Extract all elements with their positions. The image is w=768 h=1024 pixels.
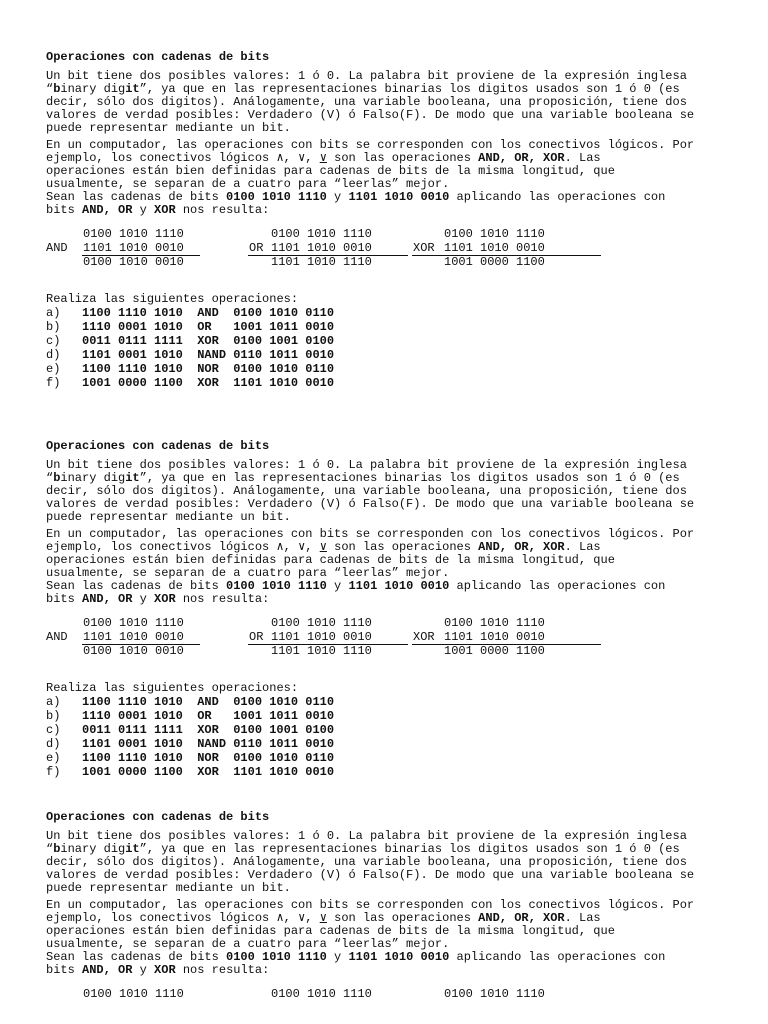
paragraph-computer-ops: En un computador, las operaciones con bits se corresponden con los conectivos lógicos. Por ejemplo, los conectivos lógicos ∧, ∨, ∨ son las operaciones AND, OR, XOR. Las operaciones están bien definidas para cadenas de bits de la misma longitud, que usualmente, se separan de a cuatro para “leerlas” mejor. Sean las cadenas de bits 0100 1010 1110 y 1101 1010 0010 aplicando las operaciones con bits AND, OR y XOR nos resulta: [46, 138, 695, 217]
exercise-item: a) 1100 1110 1010 AND 0100 1010 0110 [46, 695, 335, 709]
exercises-list [46, 306, 724, 390]
exercise-item: f) 1001 0000 1100 XOR 1101 1010 0010 [46, 376, 335, 390]
paragraph-bits-intro: Un bit tiene dos posibles valores: 1 ó 0. La palabra bit proviene de la expresión inglesa “binary digit”, ya que en las representaciones binarias los digitos usados son 1 ó 0 (es decir, sólo dos digitos). Análogamente, una variable booleana, una proposición, tiene dos valores de verdad posibles: Verdadero (V) ó Falso(F). De modo que una variable booleana se puede representar mediante un bit. [46, 458, 695, 524]
exercise-item: e) 1100 1110 1010 NOR 0100 1010 0110 [46, 751, 335, 765]
or-operand-a: 0100 1010 1110 [271, 616, 372, 630]
and-operand-b: 1101 1010 0010 [83, 241, 184, 255]
or-operand-a: 0100 1010 1110 [271, 227, 372, 241]
xor-result: 1001 0000 1100 [444, 644, 545, 658]
paragraph-bits-intro: Un bit tiene dos posibles valores: 1 ó 0. La palabra bit proviene de la expresión inglesa “binary digit”, ya que en las representaciones binarias los digitos usados son 1 ó 0 (es decir, sólo dos digitos). Análogamente, una variable booleana, una proposición, tiene dos valores de verdad posibles: Verdadero (V) ó Falso(F). De modo que una variable booleana se puede representar mediante un bit. [46, 69, 695, 135]
and-label: AND [46, 241, 68, 255]
and-operand-a: 0100 1010 1110 [83, 227, 184, 241]
xor-operand-b: 1101 1010 0010 [444, 630, 545, 644]
xor-operand-a: 0100 1010 1110 [444, 987, 545, 1001]
exercise-item: e) 1100 1110 1010 NOR 0100 1010 0110 [46, 362, 335, 376]
section-title: Operaciones con cadenas de bits [46, 810, 270, 824]
xor-operand-b: 1101 1010 0010 [444, 241, 545, 255]
exercises-heading: Realiza las siguientes operaciones: [46, 292, 299, 306]
paragraph-computer-ops: En un computador, las operaciones con bits se corresponden con los conectivos lógicos. Por ejemplo, los conectivos lógicos ∧, ∨, ∨ son las operaciones AND, OR, XOR. Las operaciones están bien definidas para cadenas de bits de la misma longitud, que usualmente, se separan de a cuatro para “leerlas” mejor. Sean las cadenas de bits 0100 1010 1110 y 1101 1010 0010 aplicando las operaciones con bits AND, OR y XOR nos resulta: [46, 898, 695, 977]
section-title: Operaciones con cadenas de bits [46, 50, 270, 64]
or-operand-b: 1101 1010 0010 [271, 630, 372, 644]
exercise-item: c) 0011 0111 1111 XOR 0100 1001 0100 [46, 723, 335, 737]
and-result: 0100 1010 0010 [83, 644, 184, 658]
exercise-item: a) 1100 1110 1010 AND 0100 1010 0110 [46, 306, 335, 320]
and-label: AND [46, 630, 68, 644]
paragraph-bits-intro: Un bit tiene dos posibles valores: 1 ó 0. La palabra bit proviene de la expresión inglesa “binary digit”, ya que en las representaciones binarias los digitos usados son 1 ó 0 (es decir, sólo dos digitos). Análogamente, una variable booleana, una proposición, tiene dos valores de verdad posibles: Verdadero (V) ó Falso(F). De modo que una variable booleana se puede representar mediante un bit. [46, 829, 695, 895]
paragraph-computer-ops: En un computador, las operaciones con bits se corresponden con los conectivos lógicos. Por ejemplo, los conectivos lógicos ∧, ∨, ∨ son las operaciones AND, OR, XOR. Las operaciones están bien definidas para cadenas de bits de la misma longitud, que usualmente, se separan de a cuatro para “leerlas” mejor. Sean las cadenas de bits 0100 1010 1110 y 1101 1010 0010 aplicando las operaciones con bits AND, OR y XOR nos resulta: [46, 527, 695, 606]
exercise-item: b) 1110 0001 1010 OR 1001 1011 0010 [46, 320, 335, 334]
and-operand-a: 0100 1010 1110 [83, 987, 184, 1001]
exercise-item: c) 0011 0111 1111 XOR 0100 1001 0100 [46, 334, 335, 348]
and-operand-a: 0100 1010 1110 [83, 616, 184, 630]
examples-block [46, 616, 724, 664]
or-result: 1101 1010 1110 [271, 255, 372, 269]
or-label: OR [249, 630, 264, 644]
xor-operand-a: 0100 1010 1110 [444, 616, 545, 630]
examples-block [46, 987, 724, 1001]
section-2 [46, 439, 724, 779]
exercises-list [46, 695, 724, 779]
exercise-item: f) 1001 0000 1100 XOR 1101 1010 0010 [46, 765, 335, 779]
xor-label: XOR [413, 241, 435, 255]
exercise-item: d) 1101 0001 1010 NAND 0110 1011 0010 [46, 348, 335, 362]
section-3 [46, 810, 724, 1001]
xor-operand-a: 0100 1010 1110 [444, 227, 545, 241]
and-operand-b: 1101 1010 0010 [83, 630, 184, 644]
exercises-heading: Realiza las siguientes operaciones: [46, 681, 299, 695]
examples-block [46, 227, 724, 275]
or-operand-b: 1101 1010 0010 [271, 241, 372, 255]
xor-label: XOR [413, 630, 435, 644]
and-result: 0100 1010 0010 [83, 255, 184, 269]
or-result: 1101 1010 1110 [271, 644, 372, 658]
exercise-item: b) 1110 0001 1010 OR 1001 1011 0010 [46, 709, 335, 723]
or-operand-a: 0100 1010 1110 [271, 987, 372, 1001]
or-label: OR [249, 241, 264, 255]
exercise-item: d) 1101 0001 1010 NAND 0110 1011 0010 [46, 737, 335, 751]
section-title: Operaciones con cadenas de bits [46, 439, 270, 453]
section-1 [46, 50, 724, 390]
xor-result: 1001 0000 1100 [444, 255, 545, 269]
